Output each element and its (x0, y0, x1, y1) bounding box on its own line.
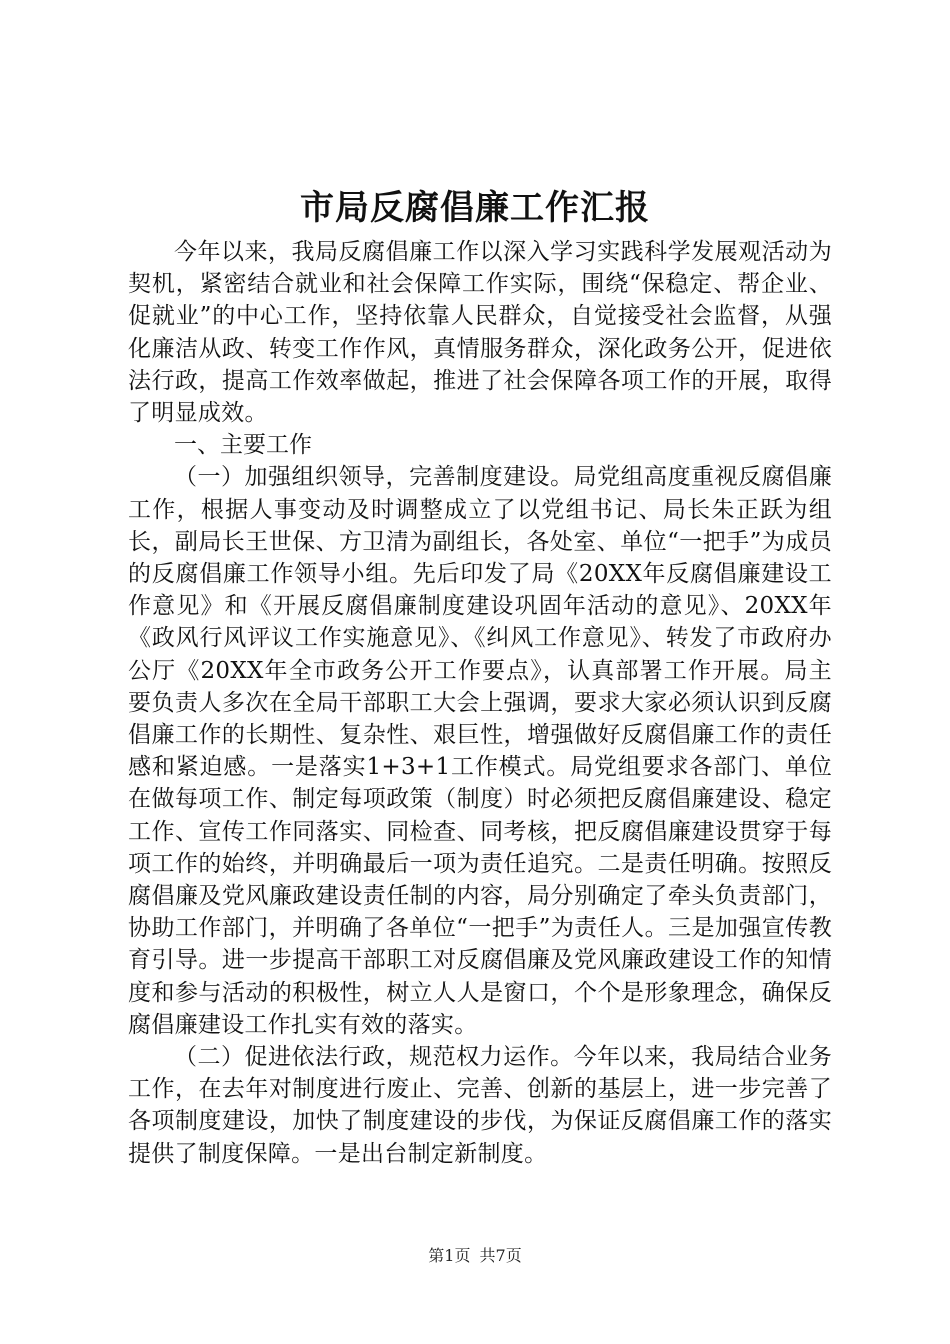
page-number: 第1页 (428, 1246, 471, 1265)
page-footer (0, 1246, 950, 1266)
document-title: 市局反腐倡廉工作汇报 (300, 188, 650, 228)
section-heading-main-work: 一、主要工作 (174, 432, 312, 459)
paragraph-lawful-administration: （二）促进依法行政，规范权力运作。今年以来，我局结合业务工作，在去年对制度进行废止、完善、创新的基层上，进一步完善了各项制度建设，加快了制度建设的步伐，为保证反腐倡廉工作的落实提供了制度保障。一是出台制定新制度。 (128, 1044, 832, 1167)
intro-paragraph: 今年以来，我局反腐倡廉工作以深入学习实践科学发展观活动为契机，紧密结合就业和社会保障工作实际，围绕“保稳定、帮企业、促就业”的中心工作，坚持依靠人民群众，自觉接受社会监督，从强化廉洁从政、转变工作作风，真情服务群众，深化政务公开，促进依法行政，提高工作效率做起，推进了社会保障各项工作的开展，取得了明显成效。 (128, 239, 832, 427)
document-body (128, 236, 832, 1170)
paragraph-organization-leadership: （一）加强组织领导，完善制度建设。局党组高度重视反腐倡廉工作，根据人事变动及时调整成立了以党组书记、局长朱正跃为组长，副局长王世保、方卫清为副组长，各处室、单位“一把手”为成员的反腐倡廉工作领导小组。先后印发了局《20XX年反腐倡廉建设工作意见》和《开展反腐倡廉制度建设巩固年活动的意见》、20XX年《政风行风评议工作实施意见》、《纠风工作意见》、转发了市政府办公厅《20XX年全市政务公开工作要点》，认真部署工作开展。局主要负责人多次在全局干部职工大会上强调，要求大家必须认识到反腐倡廉工作的长期性、复杂性、艰巨性，增强做好反腐倡廉工作的责任感和紧迫感。一是落实1+3+1工作模式。局党组要求各部门、单位在做每项工作、制定每项政策（制度）时必须把反腐倡廉建设、稳定工作、宣传工作同落实、同检查、同考核，把反腐倡廉建设贯穿于每项工作的始终，并明确最后一项为责任追究。二是责任明确。按照反腐倡廉及党风廉政建设责任制的内容，局分别确定了牵头负责部门，协助工作部门，并明确了各单位“一把手”为责任人。三是加强宣传教育引导。进一步提高干部职工对反腐倡廉及党风廉政建设工作的知情度和参与活动的积极性，树立人人是窗口，个个是形象理念，确保反腐倡廉建设工作扎实有效的落实。 (128, 464, 832, 1038)
page-total: 共7页 (479, 1246, 522, 1265)
